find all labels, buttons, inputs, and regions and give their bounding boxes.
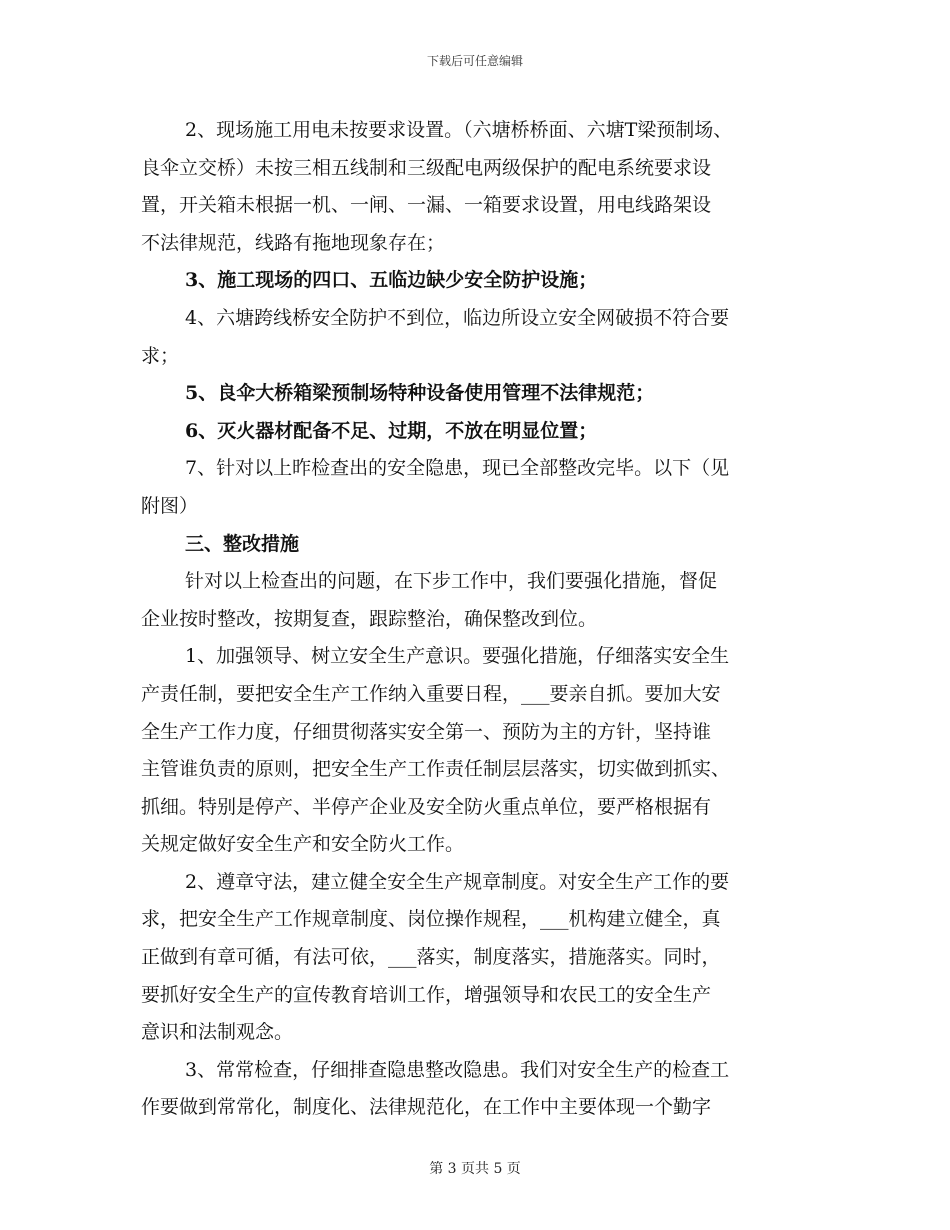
text-line: 6、灭火器材配备不足、过期，不放在明显位置； bbox=[185, 419, 598, 442]
text-line: 主管谁负责的原则，把安全生产工作责任制层层落实，切实做到抓实、 bbox=[141, 758, 731, 781]
text-line: 意识和法制观念。 bbox=[141, 1021, 294, 1044]
text-line: 3、常常检查，仔细排查隐患整改隐患。我们对安全生产的检查工 bbox=[185, 1058, 730, 1081]
page-footer: 第 3 页共 5 页 bbox=[429, 1161, 521, 1177]
text-line: 产责任制，要把安全生产工作纳入重要日程，___要亲自抓。要加大安 bbox=[141, 682, 721, 705]
text-line: 5、良伞大桥箱梁预制场特种设备使用管理不法律规范； bbox=[185, 382, 655, 405]
text-line: 置，开关箱未根据一机、一闸、一漏、一箱要求设置，用电线路架设 bbox=[141, 194, 712, 217]
text-line: 全生产工作力度，仔细贯彻落实安全第一、预防为主的方针，坚持谁 bbox=[141, 720, 712, 743]
text-line: 针对以上检查出的问题，在下步工作中，我们要强化措施，督促 bbox=[185, 570, 718, 593]
text-line: 正做到有章可循，有法可依，___落实，制度落实，措施落实。同时， bbox=[141, 946, 721, 969]
text-line: 2、遵章守法，建立健全安全生产规章制度。对安全生产工作的要 bbox=[185, 870, 730, 893]
text-line: 7、针对以上昨检查出的安全隐患，现已全部整改完毕。以下（见 bbox=[185, 457, 730, 480]
text-line: 要抓好安全生产的宣传教育培训工作，增强领导和农民工的安全生产 bbox=[141, 983, 712, 1006]
text-line: 抓细。特别是停产、半停产企业及安全防火重点单位，要严格根据有 bbox=[141, 795, 712, 818]
text-line: 三、整改措施 bbox=[185, 532, 300, 555]
text-line: 企业按时整改，按期复查，跟踪整治，确保整改到位。 bbox=[141, 607, 598, 630]
text-line: 2、现场施工用电未按要求设置。（六塘桥桥面、六塘T梁预制场、 bbox=[185, 119, 733, 141]
text-line: 关规定做好安全生产和安全防火工作。 bbox=[141, 833, 465, 856]
text-line: 1、加强领导、树立安全生产意识。要强化措施，仔细落实安全生 bbox=[185, 645, 730, 668]
document-body bbox=[141, 112, 811, 1127]
text-line: 良伞立交桥）未按三相五线制和三级配电两级保护的配电系统要求设 bbox=[141, 156, 712, 179]
text-line: 4、六塘跨线桥安全防护不到位，临边所设立安全网破损不符合要 bbox=[185, 306, 730, 329]
text-line: 求，把安全生产工作规章制度、岗位操作规程，___机构建立健全，真 bbox=[141, 908, 721, 931]
text-line: 求； bbox=[141, 344, 180, 367]
text-line: 作要做到常常化，制度化、法律规范化，在工作中主要体现一个勤字 bbox=[141, 1096, 712, 1119]
text-line: 3、施工现场的四口、五临边缺少安全防护设施； bbox=[185, 269, 598, 292]
text-line: 附图） bbox=[141, 494, 199, 517]
text-line: 不法律规范，线路有拖地现象存在； bbox=[141, 231, 446, 254]
page-header: 下载后可任意编辑 bbox=[426, 54, 523, 68]
